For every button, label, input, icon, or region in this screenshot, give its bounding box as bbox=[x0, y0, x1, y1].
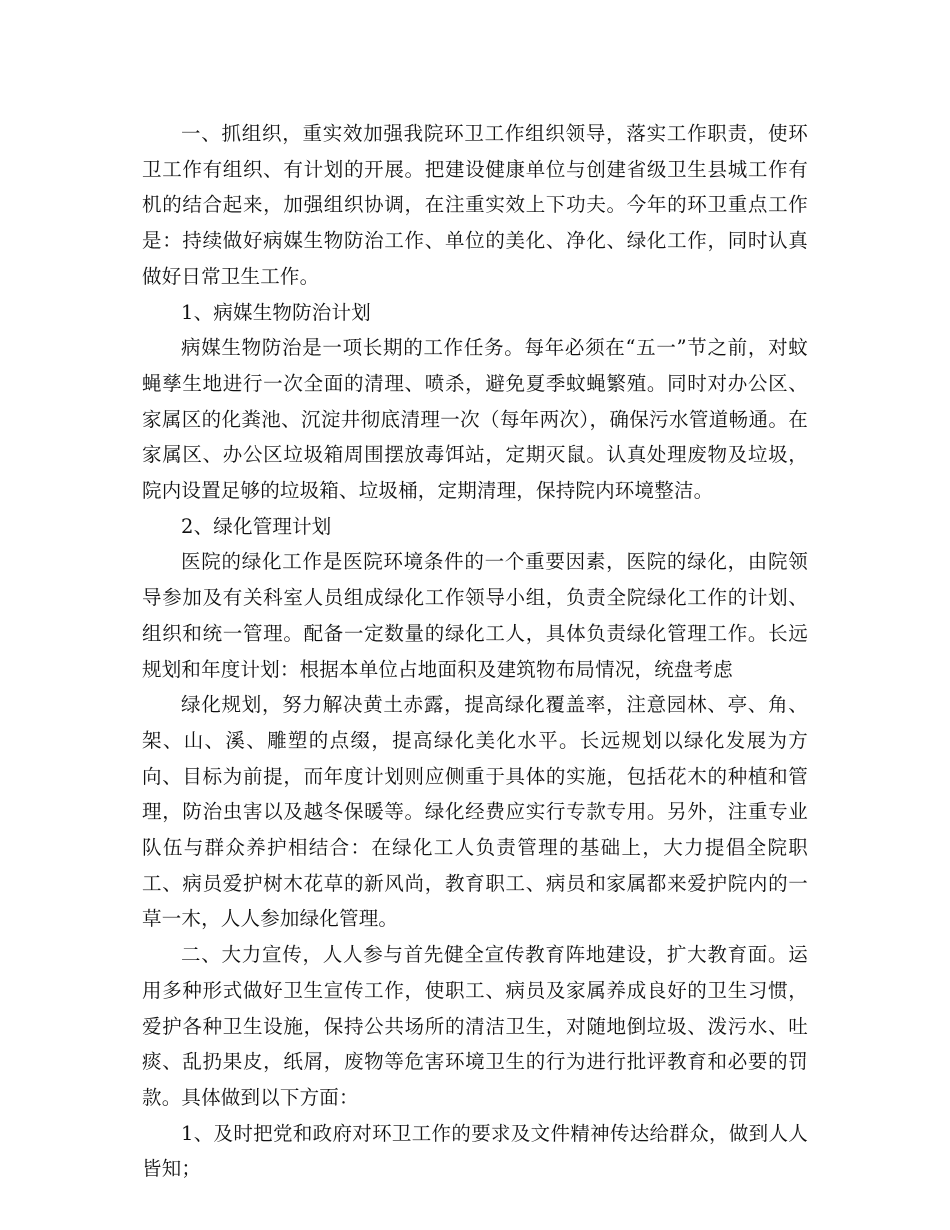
heading-vector-control-plan: 1、病媒生物防治计划 bbox=[181, 300, 371, 324]
heading-greening-plan: 2、绿化管理计划 bbox=[181, 514, 332, 538]
paragraph-publicity: 二、大力宣传，人人参与首先健全宣传教育阵地建设，扩大教育面。运用多种形式做好卫生宣传工作，使职工、病员及家属养成良好的卫生习惯，爱护各种卫生设施，保持公共场所的清洁卫生，对随地倒垃圾、泼污水、吐痰、乱扔果皮，纸屑，废物等危害环境卫生的行为进行批评教育和必要的罚款。具体做到以下方面： bbox=[142, 943, 808, 1109]
paragraph-vector-control: 病媒生物防治是一项长期的工作任务。每年必须在“五一”节之前，对蚊蝇孳生地进行一次全面的清理、喷杀，避免夏季蚊蝇繁殖。同时对办公区、家属区的化粪池、沉淀井彻底清理一次（每年两次），确保污水管道畅通。在家属区、办公区垃圾箱周围摆放毒饵站，定期灭鼠。认真处理废物及垃圾，院内设置足够的垃圾箱、垃圾桶，定期清理，保持院内环境整洁。 bbox=[142, 336, 808, 503]
paragraph-greening-planning: 绿化规划，努力解决黄土赤露，提高绿化覆盖率，注意园林、亭、角、架、山、溪、雕塑的点缀，提高绿化美化水平。长远规划以绿化发展为方向、目标为前提，而年度计划则应侧重于具体的实施，包括花木的种植和管理，防治虫害以及越冬保暖等。绿化经费应实行专款专用。另外，注重专业队伍与群众养护相结合：在绿化工人负责管理的基础上，大力提倡全院职工、病员爱护树木花草的新风尚，教育职工、病员和家属都来爱护院内的一草一木，人人参加绿化管理。 bbox=[142, 693, 808, 931]
document-body bbox=[142, 116, 808, 1187]
paragraph-greening-management: 医院的绿化工作是医院环境条件的一个重要因素，医院的绿化，由院领导参加及有关科室人员组成绿化工作领导小组，负责全院绿化工作的计划、组织和统一管理。配备一定数量的绿化工人，具体负责绿化管理工作。长远规划和年度计划：根据本单位占地面积及建筑物布局情况，统盘考虑 bbox=[142, 550, 808, 681]
paragraph-organization: 一、抓组织，重实效加强我院环卫工作组织领导，落实工作职责，使环卫工作有组织、有计划的开展。把建设健康单位与创建省级卫生县城工作有机的结合起来，加强组织协调，在注重实效上下功夫。今年的环卫重点工作是：持续做好病媒生物防治工作、单位的美化、净化、绿化工作，同时认真做好日常卫生工作。 bbox=[142, 122, 808, 288]
paragraph-item-1: 1、及时把党和政府对环卫工作的要求及文件精神传达给群众，做到人人皆知； bbox=[142, 1121, 808, 1181]
